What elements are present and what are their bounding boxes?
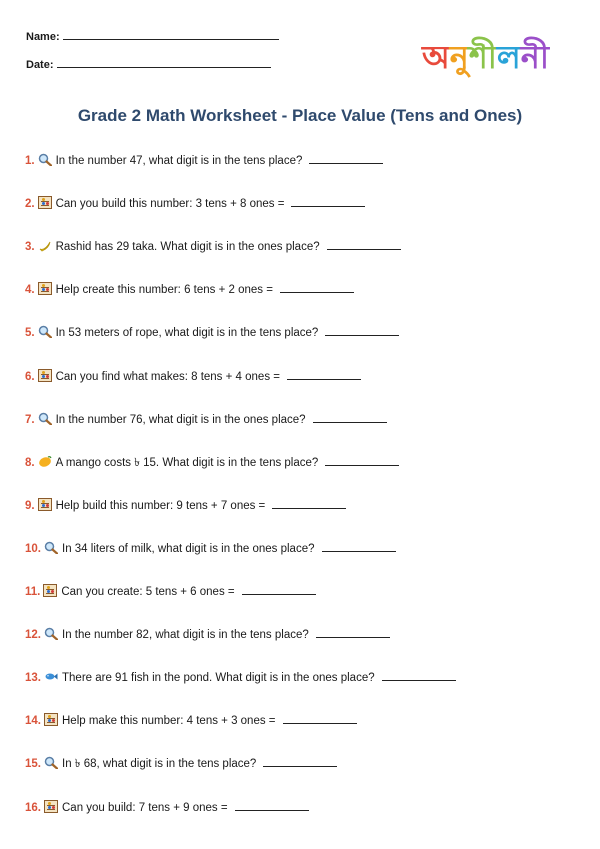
question-item [25,582,316,600]
question-number: 4. [25,284,35,297]
question-text: A mango costs ৳ 15. What digit is in the tens place? [55,456,319,469]
name-blank[interactable] [63,29,279,40]
magnifier-icon [38,153,52,166]
answer-blank[interactable] [309,151,383,164]
question-number: 16. [25,801,41,814]
question-number: 1. [25,155,35,167]
answer-blank[interactable] [313,410,387,423]
answer-blank[interactable] [291,194,365,207]
answer-blank[interactable] [263,754,337,767]
question-number: 10. [25,542,41,555]
question-item [25,410,387,428]
magnifier-icon [44,627,58,640]
question-text: Rashid has 29 taka. What digit is in the ones place? [55,241,320,254]
name-label: Name: [26,31,60,43]
magnifier-icon [44,756,58,769]
question-text: Help make this number: 4 tens + 3 ones = [62,715,276,728]
logo-glyph: অ [422,38,450,76]
answer-blank[interactable] [325,453,399,466]
question-text: Help build this number: 9 tens + 7 ones = [55,499,266,512]
answer-blank[interactable] [235,798,309,811]
abacus-icon [38,196,52,209]
question-item [25,323,399,341]
logo-glyph: শী [468,38,497,76]
logo-glyph: ল [496,38,521,76]
abacus-icon [38,282,52,295]
answer-blank[interactable] [283,711,357,724]
question-item [25,367,361,385]
answer-blank[interactable] [287,367,361,380]
question-text: There are 91 fish in the pond. What digit is in the ones place? [62,672,375,685]
answer-blank[interactable] [242,582,316,595]
answer-blank[interactable] [322,539,396,552]
question-text: Can you build this number: 3 tens + 8 ones = [55,198,285,211]
question-number: 15. [25,758,41,771]
question-text: In the number 82, what digit is in the tens place? [62,629,309,642]
banana-icon [38,239,52,252]
question-text: In 34 liters of milk, what digit is in the ones place? [62,542,315,555]
question-item [25,280,354,298]
date-blank[interactable] [57,57,271,68]
abacus-icon [44,713,58,726]
mango-icon [38,455,52,468]
question-number: 5. [25,327,35,340]
question-text: Can you build: 7 tens + 9 ones = [62,801,228,814]
answer-blank[interactable] [272,496,346,509]
abacus-icon [44,800,58,813]
question-item [25,754,337,772]
worksheet-title: Grade 2 Math Worksheet - Place Value (Tens and Ones) [77,106,523,125]
question-text: In the number 47, what digit is in the tens place? [55,155,303,167]
magnifier-icon [44,541,58,554]
question-number: 7. [25,413,35,426]
abacus-icon [43,584,57,597]
question-number: 8. [25,456,35,469]
question-number: 6. [25,370,35,383]
question-text: Can you find what makes: 8 tens + 4 ones = [55,370,280,383]
logo-glyph: নী [520,38,550,76]
question-item [25,625,390,643]
question-item [25,539,396,557]
question-item [25,151,383,169]
question-text: In ৳ 68, what digit is in the tens place? [62,758,257,771]
question-number: 11. [25,586,41,598]
answer-blank[interactable] [325,323,399,336]
magnifier-icon [38,412,52,425]
fish-icon [44,670,58,683]
question-number: 12. [25,629,41,642]
date-field[interactable] [26,57,271,71]
question-number: 2. [25,198,35,211]
answer-blank[interactable] [316,625,390,638]
question-number: 14. [25,715,41,728]
question-item [25,453,399,471]
logo-glyph: নু [449,38,469,76]
date-label: Date: [26,59,54,71]
question-number: 9. [25,499,35,512]
question-item [25,668,456,686]
question-item [25,711,357,729]
question-item [25,194,365,212]
answer-blank[interactable] [327,237,401,250]
magnifier-icon [38,325,52,338]
answer-blank[interactable] [280,280,354,293]
question-number: 3. [25,241,35,254]
name-field[interactable] [26,29,279,43]
question-item [25,496,346,514]
question-text: Can you create: 5 tens + 6 ones = [61,586,235,598]
question-item [25,237,401,255]
brand-logo [422,36,580,78]
abacus-icon [38,369,52,382]
question-text: Help create this number: 6 tens + 2 ones = [55,284,273,297]
question-number: 13. [25,672,41,685]
abacus-icon [38,498,52,511]
question-text: In the number 76, what digit is in the ones place? [55,413,306,426]
question-item [25,798,309,816]
question-text: In 53 meters of rope, what digit is in the tens place? [55,327,319,340]
answer-blank[interactable] [382,668,456,681]
